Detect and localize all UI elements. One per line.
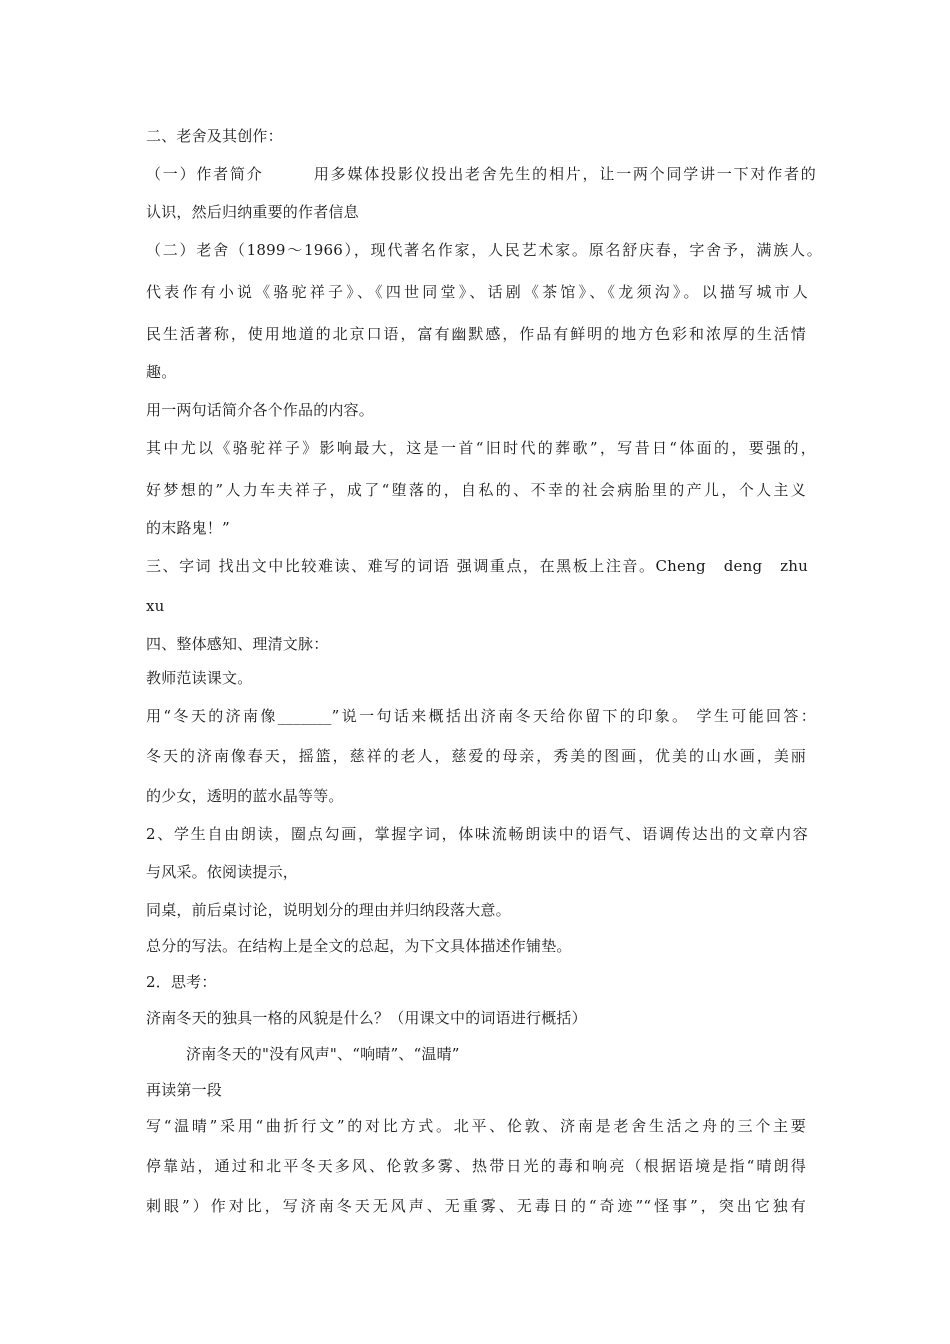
heading-laoshe: 二、老舍及其创作： bbox=[146, 127, 283, 145]
text-line: 其中尤以《骆驼祥子》影响最大，这是一首“旧时代的葬歌”，写昔日“体面的，要强的， bbox=[146, 439, 816, 457]
text-line: 写“温晴”采用“曲折行文”的对比方式。北平、伦敦、济南是老舍生活之舟的三个主要 bbox=[146, 1117, 806, 1135]
text-line: 与风采。依阅读提示， bbox=[146, 863, 299, 881]
text-line: 认识，然后归纳重要的作者信息 bbox=[146, 203, 359, 221]
text-line: 2、学生自由朗读，圈点勾画，掌握字词，体味流畅朗读中的语气、语调传达出的文章内容 bbox=[146, 825, 808, 843]
text-line: xu bbox=[146, 597, 165, 615]
text-line: 代表作有小说《骆驼祥子》、《四世同堂》、话剧《茶馆》、《龙须沟》。以描写城市人 bbox=[146, 283, 808, 301]
text-line: （一）作者简介 用多媒体投影仪投出老舍先生的相片，让一两个同学讲一下对作者的 bbox=[146, 165, 816, 183]
text-line: 民生活著称，使用地道的北京口语，富有幽默感，作品有鲜明的地方色彩和浓厚的生活情 bbox=[146, 325, 806, 343]
text-line: 用“冬天的济南像_______”说一句话来概括出济南冬天给你留下的印象。 学生可能回答： bbox=[146, 707, 816, 725]
heading-thinking: 2．思考： bbox=[146, 973, 217, 991]
text-line: 刺眼”）作对比，写济南冬天无风声、无重雾、无毒日的“奇迹”“怪事”，突出它独有 bbox=[146, 1197, 806, 1215]
text-line: 总分的写法。在结构上是全文的总起，为下文具体描述作铺垫。 bbox=[146, 937, 572, 955]
text-line: （二）老舍（1899～1966），现代著名作家，人民艺术家。原名舒庆春，字舍予，满族人。 bbox=[146, 241, 822, 259]
text-line: 趣。 bbox=[146, 363, 177, 381]
text-line: 用一两句话简介各个作品的内容。 bbox=[146, 401, 375, 419]
heading-overall: 四、整体感知、理清文脉： bbox=[146, 635, 329, 653]
text-line: 的少女，透明的蓝水晶等等。 bbox=[146, 787, 344, 805]
text-line: 冬天的济南像春天，摇篮，慈祥的老人，慈爱的母亲，秀美的图画，优美的山水画，美丽 bbox=[146, 747, 806, 765]
text-line: 停靠站，通过和北平冬天多风、伦敦多雾、热带日光的毒和响亮（根据语境是指“晴朗得 bbox=[146, 1157, 806, 1175]
heading-vocabulary: 三、字词 找出文中比较难读、难写的词语 强调重点，在黑板上注音。Cheng deng zhu bbox=[146, 557, 808, 575]
text-line: 再读第一段 bbox=[146, 1081, 223, 1099]
text-line: 好梦想的”人力车夫祥子，成了“堕落的，自私的、不幸的社会病胎里的产儿，个人主义 bbox=[146, 481, 806, 499]
text-line: 教师范读课文。 bbox=[146, 669, 253, 687]
text-line: 同桌，前后桌讨论，说明划分的理由并归纳段落大意。 bbox=[146, 901, 511, 919]
text-line-indented: 济南冬天的"没有风声"、“响晴”、“温晴” bbox=[186, 1045, 460, 1063]
text-line: 济南冬天的独具一格的风貌是什么？（用课文中的词语进行概括） bbox=[146, 1009, 587, 1027]
text-line: 的末路鬼！” bbox=[146, 519, 230, 537]
